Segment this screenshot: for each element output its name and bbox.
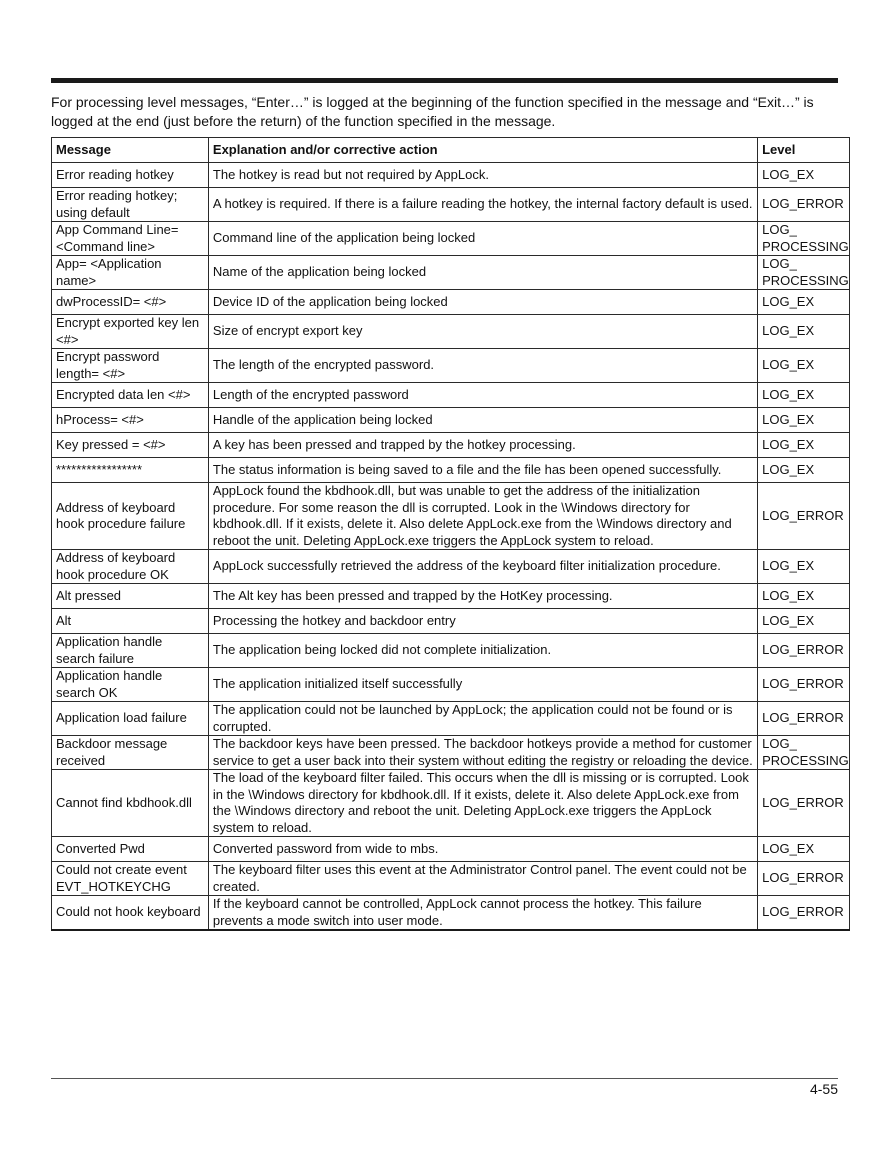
explanation-cell: A key has been pressed and trapped by the hotkey processing. (208, 433, 757, 458)
table-row (52, 458, 850, 483)
table-row (52, 550, 850, 584)
level-cell: LOG_ERROR (758, 668, 850, 702)
table-row (52, 408, 850, 433)
table-row (52, 483, 850, 550)
table-row (52, 383, 850, 408)
intro-paragraph: For processing level messages, “Enter…” is logged at the beginning of the function specified in the message and “Exit…” is logged at the end (just before the return) of the function specified in the message. (51, 94, 814, 129)
header-explanation: Explanation and/or corrective action (208, 138, 757, 163)
message-cell: Encrypted data len <#> (52, 383, 209, 408)
explanation-cell: The application initialized itself successfully (208, 668, 757, 702)
level-cell: LOG_EX (758, 290, 850, 315)
explanation-cell: The hotkey is read but not required by AppLock. (208, 163, 757, 188)
message-cell: Address of keyboard hook procedure OK (52, 550, 209, 584)
message-cell: Encrypt password length= <#> (52, 349, 209, 383)
table-row (52, 634, 850, 668)
table-row (52, 349, 850, 383)
message-cell: Converted Pwd (52, 837, 209, 862)
level-cell: LOG_EX (758, 550, 850, 584)
header-message: Message (52, 138, 209, 163)
explanation-cell: The length of the encrypted password. (208, 349, 757, 383)
message-cell: App Command Line= <Command line> (52, 222, 209, 256)
level-cell: LOG_EX (758, 349, 850, 383)
table-row (52, 433, 850, 458)
level-cell: LOG_ PROCESSING (758, 256, 850, 290)
level-cell: LOG_EX (758, 609, 850, 634)
explanation-cell: If the keyboard cannot be controlled, AppLock cannot process the hotkey. This failure prevents a mode switch into user mode. (208, 896, 757, 931)
level-cell: LOG_ PROCESSING (758, 736, 850, 770)
message-cell: Could not hook keyboard (52, 896, 209, 931)
message-cell: Application load failure (52, 702, 209, 736)
level-cell: LOG_ERROR (758, 483, 850, 550)
table-row (52, 609, 850, 634)
explanation-cell: The application could not be launched by AppLock; the application could not be found or is corrupted. (208, 702, 757, 736)
message-cell: Error reading hotkey; using default (52, 188, 209, 222)
top-rule (51, 78, 838, 83)
explanation-cell: Length of the encrypted password (208, 383, 757, 408)
level-cell: LOG_EX (758, 163, 850, 188)
level-cell: LOG_EX (758, 837, 850, 862)
level-cell: LOG_EX (758, 458, 850, 483)
level-cell: LOG_ERROR (758, 702, 850, 736)
message-cell: Address of keyboard hook procedure failure (52, 483, 209, 550)
table-row (52, 862, 850, 896)
message-cell: hProcess= <#> (52, 408, 209, 433)
table-row (52, 896, 850, 931)
table-row (52, 736, 850, 770)
level-cell: LOG_ERROR (758, 634, 850, 668)
explanation-cell: AppLock successfully retrieved the address of the keyboard filter initialization procedure. (208, 550, 757, 584)
message-cell: ***************** (52, 458, 209, 483)
explanation-cell: Processing the hotkey and backdoor entry (208, 609, 757, 634)
explanation-cell: A hotkey is required. If there is a failure reading the hotkey, the internal factory default is used. (208, 188, 757, 222)
table-row (52, 837, 850, 862)
table-row (52, 770, 850, 837)
table-row (52, 222, 850, 256)
message-cell: App= <Application name> (52, 256, 209, 290)
explanation-cell: The application being locked did not complete initialization. (208, 634, 757, 668)
message-cell: Application handle search OK (52, 668, 209, 702)
level-cell: LOG_ERROR (758, 896, 850, 931)
log-messages-table (51, 137, 850, 931)
message-cell: Error reading hotkey (52, 163, 209, 188)
table-body (52, 163, 850, 931)
explanation-cell: The Alt key has been pressed and trapped by the HotKey processing. (208, 584, 757, 609)
message-cell: Cannot find kbdhook.dll (52, 770, 209, 837)
level-cell: LOG_EX (758, 584, 850, 609)
message-cell: dwProcessID= <#> (52, 290, 209, 315)
explanation-cell: The keyboard filter uses this event at the Administrator Control panel. The event could not be created. (208, 862, 757, 896)
message-cell: Encrypt exported key len <#> (52, 315, 209, 349)
table-header-row (52, 138, 850, 163)
explanation-cell: The backdoor keys have been pressed. The backdoor hotkeys provide a method for customer service to get a user back into their system without editing the registry or reloading the device. (208, 736, 757, 770)
explanation-cell: Name of the application being locked (208, 256, 757, 290)
explanation-cell: Size of encrypt export key (208, 315, 757, 349)
table-row (52, 188, 850, 222)
level-cell: LOG_EX (758, 315, 850, 349)
level-cell: LOG_EX (758, 433, 850, 458)
message-cell: Alt pressed (52, 584, 209, 609)
explanation-cell: Device ID of the application being locked (208, 290, 757, 315)
explanation-cell: Command line of the application being locked (208, 222, 757, 256)
level-cell: LOG_ERROR (758, 862, 850, 896)
level-cell: LOG_ERROR (758, 770, 850, 837)
level-cell: LOG_ERROR (758, 188, 850, 222)
level-cell: LOG_EX (758, 408, 850, 433)
level-cell: LOG_EX (758, 383, 850, 408)
explanation-cell: The status information is being saved to a file and the file has been opened successfully. (208, 458, 757, 483)
table-row (52, 163, 850, 188)
message-cell: Application handle search failure (52, 634, 209, 668)
table-row (52, 668, 850, 702)
table-row (52, 256, 850, 290)
table-row (52, 290, 850, 315)
message-cell: Could not create event EVT_HOTKEYCHG (52, 862, 209, 896)
message-cell: Alt (52, 609, 209, 634)
message-cell: Backdoor message received (52, 736, 209, 770)
bottom-rule (51, 1078, 838, 1079)
explanation-cell: AppLock found the kbdhook.dll, but was unable to get the address of the initialization procedure. For some reason the dll is corrupted. Look in the \Windows directory for kbdhook.dll. If it exists, delete it. Also delete AppLock.exe from the \Windows directory and reboot the unit. Deleting AppLock.exe triggers the AppLock system to reload. (208, 483, 757, 550)
header-level: Level (758, 138, 850, 163)
page-number: 4-55 (809, 1081, 838, 1097)
explanation-cell: Handle of the application being locked (208, 408, 757, 433)
table-row (52, 315, 850, 349)
explanation-cell: The load of the keyboard filter failed. This occurs when the dll is missing or is corrupted. Look in the \Windows directory for kbdhook.dll. If it exists, delete it. Also delete AppLock.exe from the \Windows directory and reboot the unit. Deleting AppLock.exe triggers the AppLock system to reload. (208, 770, 757, 837)
message-cell: Key pressed = <#> (52, 433, 209, 458)
level-cell: LOG_ PROCESSING (758, 222, 850, 256)
table-row (52, 584, 850, 609)
table-row (52, 702, 850, 736)
explanation-cell: Converted password from wide to mbs. (208, 837, 757, 862)
